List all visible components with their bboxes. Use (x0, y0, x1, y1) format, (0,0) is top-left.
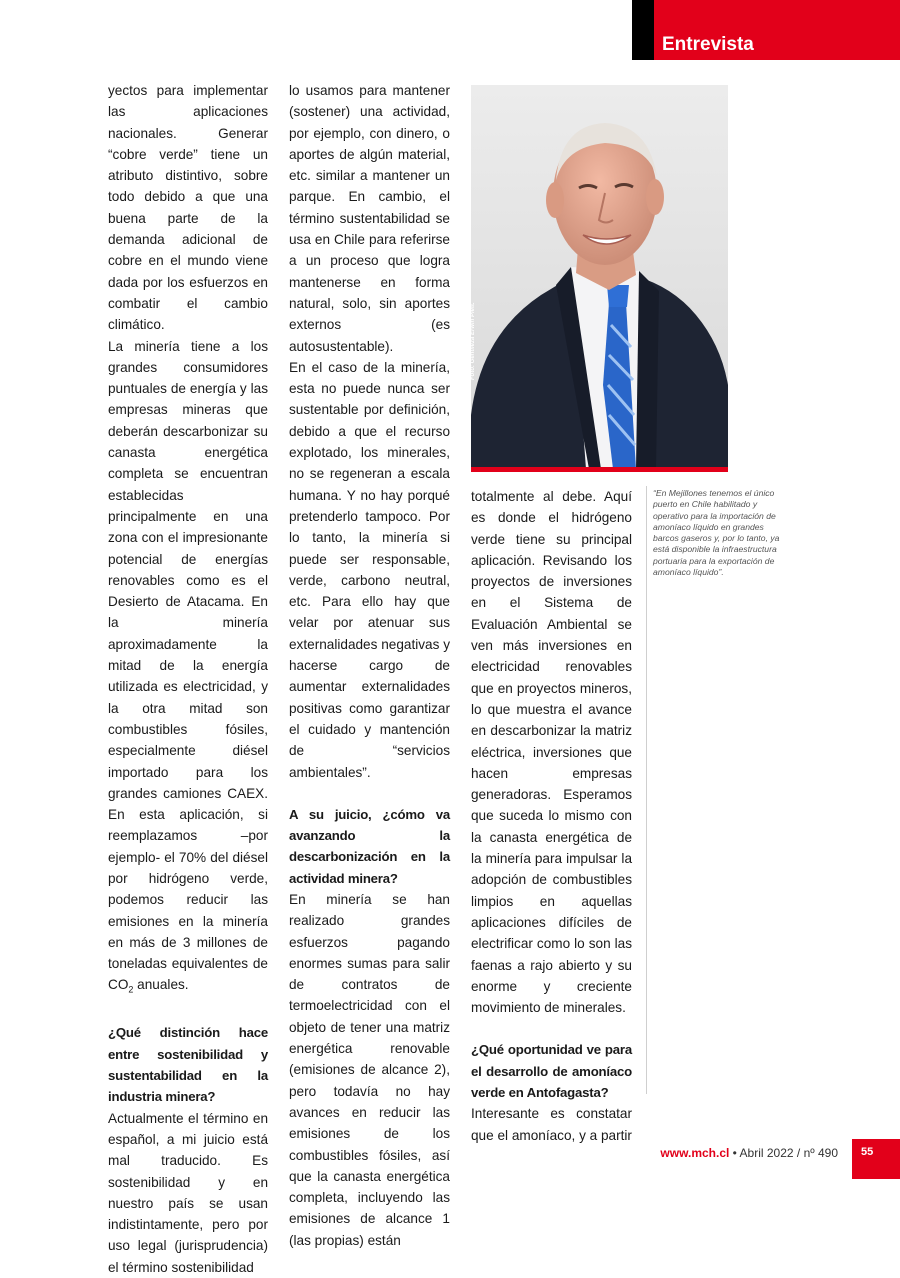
page-number-box (852, 1139, 900, 1179)
paragraph: totalmente al debe. Aquí es donde el hidrógeno verde tiene su principal aplicación. Revisando los proyectos de inversiones en el Sistema de Evaluación Ambiental se ven más inversiones en electricidad renovables que en proyectos mineros, lo que muestra el avance en descarbonizar la matriz eléctrica, inversiones que hacen empresas generadoras. Esperamos que suceda lo mismo con la canasta energética de la minería para impulsar la adopción de combustibles limpios en aquellas aplicaciones difíciles de electrificar como lo son las faenas a rajo abierto y su enorme y creciente movimiento de minerales. (471, 489, 632, 1016)
paragraph: lo usamos para mantener (sostener) una actividad, por ejemplo, con dinero, o aportes de algún material, etc. similar a mantener un parque. En cambio, el término sustentabilidad se usa en Chile para referirse a un proceso que logra mantenerse en forma natural, solo, sin aportes externos (es autosustentable). (289, 83, 450, 354)
page-number: 55 (861, 1146, 874, 1158)
article-column-3 (471, 486, 632, 1146)
article-column-1 (108, 80, 268, 1278)
footer: www.mch.cl • Abril 2022 / nº 490 (660, 1146, 838, 1160)
header-black-block (632, 0, 654, 60)
paragraph: Actualmente el término en español, a mi juicio está mal traducido. Es sostenibilidad y en nuestro país se usan indistintamente, pero por uso legal (jurisprudencia) el término sostenibilidad (108, 1110, 268, 1275)
paragraph: La minería tiene a los grandes consumidores puntuales de energía y las empresas mineras que deberán descarbonizar su canasta energética completa se encuentran establecidas principalmente en una zona con el impresionante potencial de energías renovables como es el Desierto de Atacama. En la minería aproximadamente la mitad de la energía utilizada es electricidad, y la otra mitad son combustibles fósiles, especialmente diésel importado para los grandes camiones CAEX. En esta aplicación, si reemplazamos –por ejemplo- el 70% del diésel por hidrógeno verde, podemos reducir las emisiones en la minería en más de 3 millones de toneladas equivalentes de $CO_2$ anuales. (108, 338, 268, 996)
interview-question: A su juicio, ¿cómo va avanzando la descarbonización en la actividad minera? (289, 806, 450, 886)
section-title: Entrevista (662, 34, 754, 55)
interview-question: ¿Qué oportunidad ve para el desarrollo de amoníaco verde en Antofagasta? (471, 1042, 632, 1101)
paragraph: yectos para implementar las aplicaciones nacionales. Generar “cobre verde” tiene un atributo distintivo, sobre todo debido a que una buena parte de la demanda adicional de cobre en el mundo viene dada por los esfuerzos en combatir el cambio climático. (108, 83, 268, 333)
pull-quote-rule (646, 486, 647, 1094)
photo-credit: Foto: Gentileza Erwin Plett. (470, 302, 476, 380)
portrait-photo (471, 85, 728, 469)
website-link[interactable]: www.mch.cl (660, 1146, 730, 1160)
interview-question: ¿Qué distinción hace entre sostenibilidad y sustentabilidad en la industria minera? (108, 1025, 268, 1105)
paragraph: En el caso de la minería, esta no puede nunca ser sustentable por definición, debido a que el recurso explotado, los minerales, no se regeneran a escala humana. Y no hay porqué pretenderlo tampoco. Por lo tanto, la minería si puede ser responsable, verde, carbono neutral, etc. Para ello hay que velar por atenuar sus externalidades negativas y hacerse cargo de aumentar externalidades positivas como garantizar el cuidado y mantención de “servicios ambientales”. (289, 359, 450, 780)
pull-quote: “En Mejillones tenemos el único puerto en Chile habilitado y operativo para la importación de amoníaco líquido en grandes barcos gaseros y, por lo tanto, ya está disponible la infraestructura portuaria para la exportación de amoníaco líquido”. (653, 488, 780, 578)
photo-accent-bar (471, 467, 728, 472)
paragraph: Interesante es constatar que el amoníaco, y a partir (471, 1106, 632, 1143)
paragraph: En minería se han realizado grandes esfuerzos pagando enormes sumas para salir de contratos de termoelectricidad con el objeto de tener una matriz energética renovable (emisiones de alcance 2), pero todavía no hay avances en reducir las emisiones de los combustibles fósiles, así que la canasta energética completa, incluyendo las emisiones de alcance 1 (las propias) están (289, 891, 450, 1248)
issue-info: Abril 2022 / nº 490 (739, 1146, 838, 1160)
article-column-2 (289, 80, 450, 1251)
